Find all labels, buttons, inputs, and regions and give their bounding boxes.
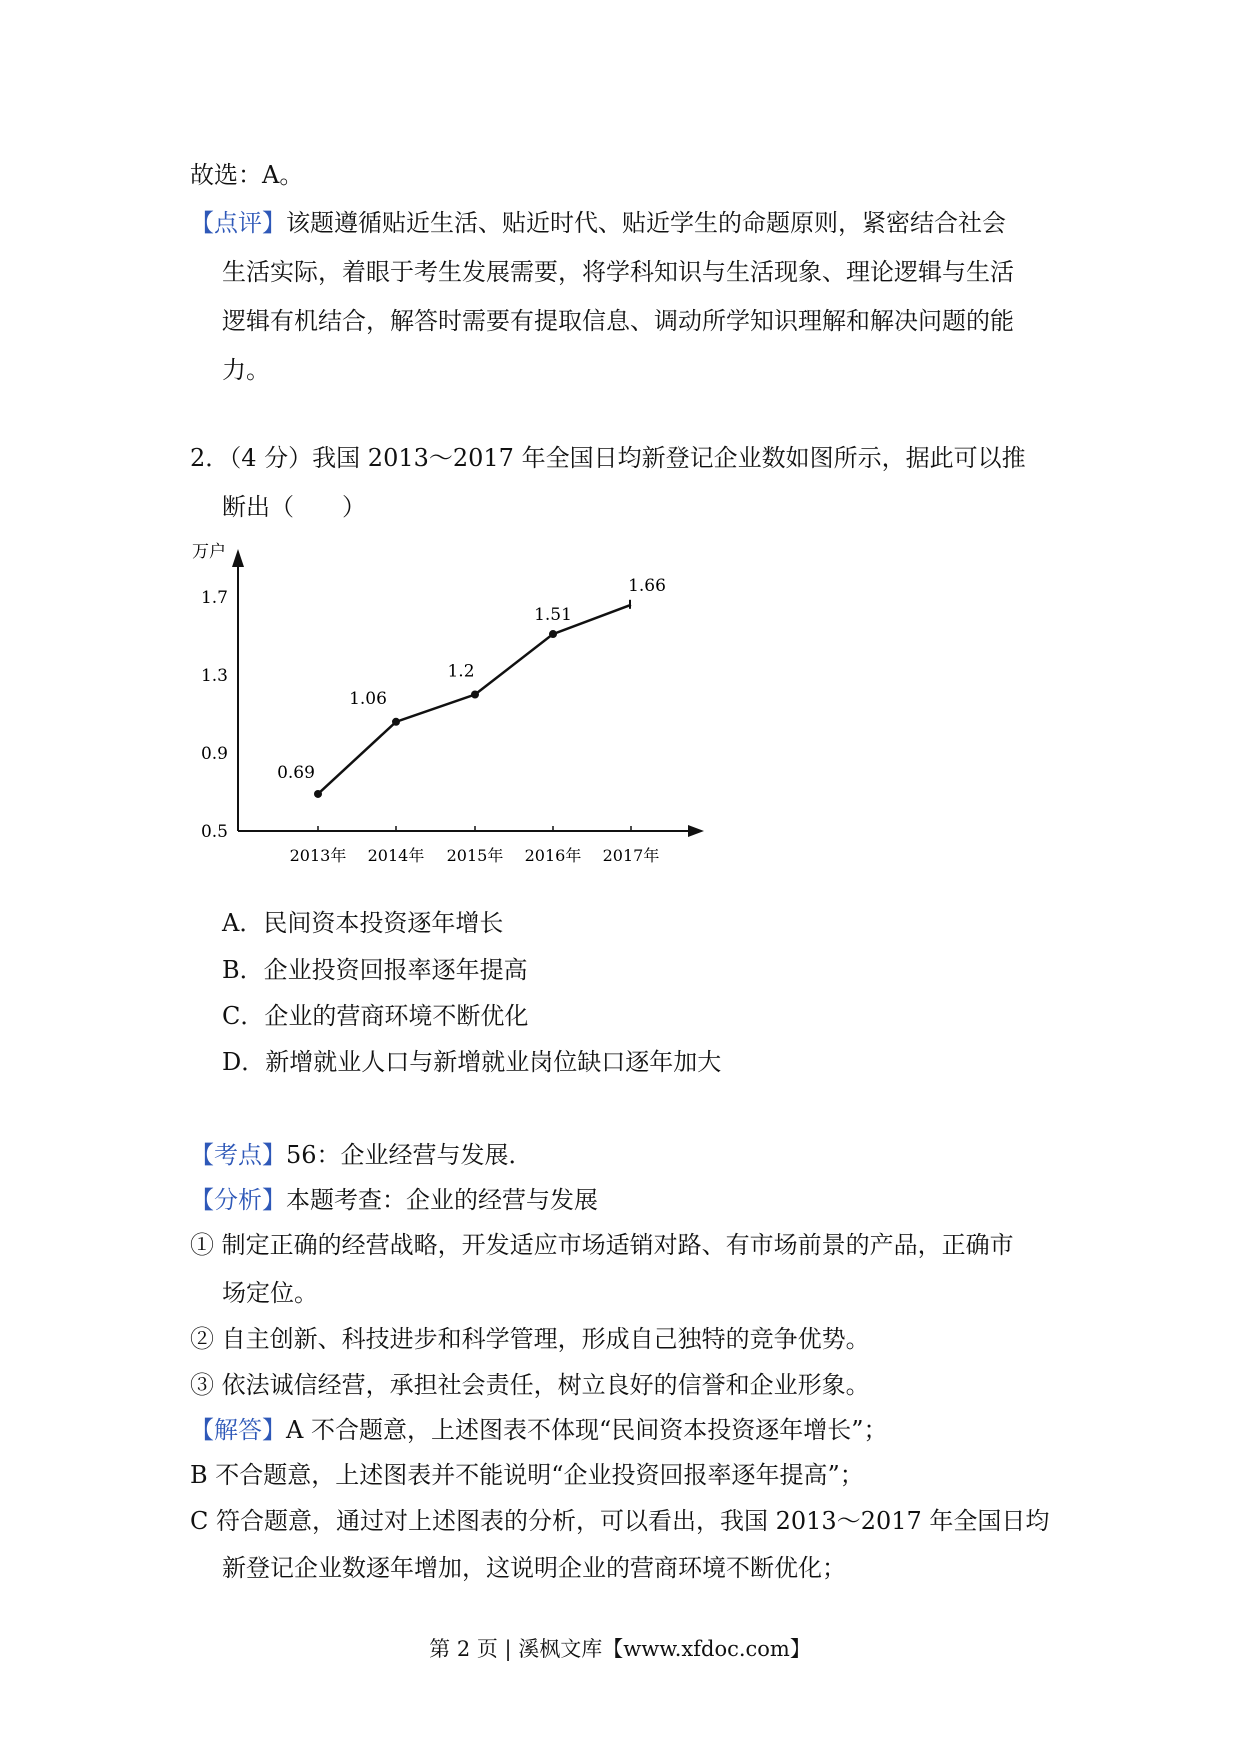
y-tick-label: 0.9: [200, 744, 228, 764]
data-point: [314, 790, 322, 798]
comment-line-3: 逻辑有机结合，解答时需要有提取信息、调动所学知识理解和解决问题的能: [222, 307, 1014, 335]
jieda-tag: 【解答】: [190, 1416, 286, 1444]
jieda-a: A 不合题意，上述图表不体现“民间资本投资逐年增长”；: [286, 1416, 888, 1444]
point-1-line-1: ① 制定正确的经营战略，开发适应市场适销对路、有市场前景的产品，正确市: [190, 1231, 1014, 1259]
data-label: 0.69: [277, 762, 315, 783]
point-3: ③ 依法诚信经营，承担社会责任，树立良好的信誉和企业形象。: [190, 1371, 870, 1399]
fenxi-tag: 【分析】: [190, 1186, 286, 1214]
x-axis-arrow: [688, 825, 704, 837]
data-point: [471, 691, 479, 699]
data-point: [549, 630, 557, 638]
comment-tag: 【点评】: [190, 209, 286, 237]
data-label: 1.2: [447, 661, 475, 682]
y-tick-label: 1.7: [200, 588, 228, 608]
fenxi-line: [190, 1185, 598, 1215]
option-b: B．企业投资回报率逐年提高: [222, 956, 528, 984]
fenxi-text: 本题考查：企业的经营与发展: [286, 1186, 598, 1214]
x-tick-label: 2014年: [367, 846, 425, 865]
point-1-line-2: 场定位。: [222, 1279, 318, 1307]
option-a: A．民间资本投资逐年增长: [222, 909, 504, 937]
question-line-1: 2．（4 分）我国 2013～2017 年全国日均新登记企业数如图所示，据此可以推: [190, 444, 1026, 472]
kaodian-line: [190, 1140, 533, 1170]
option-c: C．企业的营商环境不断优化: [222, 1002, 529, 1030]
question-line-2: 断出（ ）: [222, 493, 366, 521]
comment-line-1: [190, 208, 1006, 238]
data-label: 1.06: [349, 688, 387, 709]
x-tick-label: 2017年: [602, 846, 660, 865]
comment-line-4: 力。: [222, 356, 270, 384]
prev-conclusion: 故选：A。: [190, 161, 304, 189]
x-tick-label: 2015年: [446, 846, 504, 865]
jieda-c-line-2: 新登记企业数逐年增加，这说明企业的营商环境不断优化；: [222, 1554, 846, 1582]
y-axis-arrow: [232, 549, 244, 567]
option-d: D．新增就业人口与新增就业岗位缺口逐年加大: [222, 1048, 722, 1076]
y-axis-label: 万户: [192, 542, 226, 562]
line-chart: [180, 535, 740, 875]
page-footer: 第 2 页 | 溪枫文库【www.xfdoc.com】: [429, 1637, 811, 1661]
jieda-line: [190, 1415, 888, 1445]
data-point: [392, 718, 400, 726]
point-2: ② 自主创新、科技进步和科学管理，形成自己独特的竞争优势。: [190, 1325, 870, 1353]
y-tick-label: 0.5: [200, 822, 228, 842]
y-tick-label: 1.3: [200, 666, 228, 686]
x-tick-label: 2013年: [289, 846, 347, 865]
data-label: 1.66: [628, 575, 666, 596]
data-label: 1.51: [534, 605, 572, 626]
chart-svg: [180, 535, 740, 875]
x-tick-label: 2016年: [524, 846, 582, 865]
kaodian-text: 56：企业经营与发展．: [286, 1141, 533, 1169]
jieda-c-line-1: C 符合题意，通过对上述图表的分析，可以看出，我国 2013～2017 年全国日均: [190, 1507, 1050, 1535]
comment-text-1: 该题遵循贴近生活、贴近时代、贴近学生的命题原则，紧密结合社会: [286, 209, 1006, 237]
jieda-b: B 不合题意，上述图表并不能说明“企业投资回报率逐年提高”；: [190, 1461, 864, 1489]
kaodian-tag: 【考点】: [190, 1141, 286, 1169]
comment-line-2: 生活实际，着眼于考生发展需要，将学科知识与生活现象、理论逻辑与生活: [222, 258, 1014, 286]
